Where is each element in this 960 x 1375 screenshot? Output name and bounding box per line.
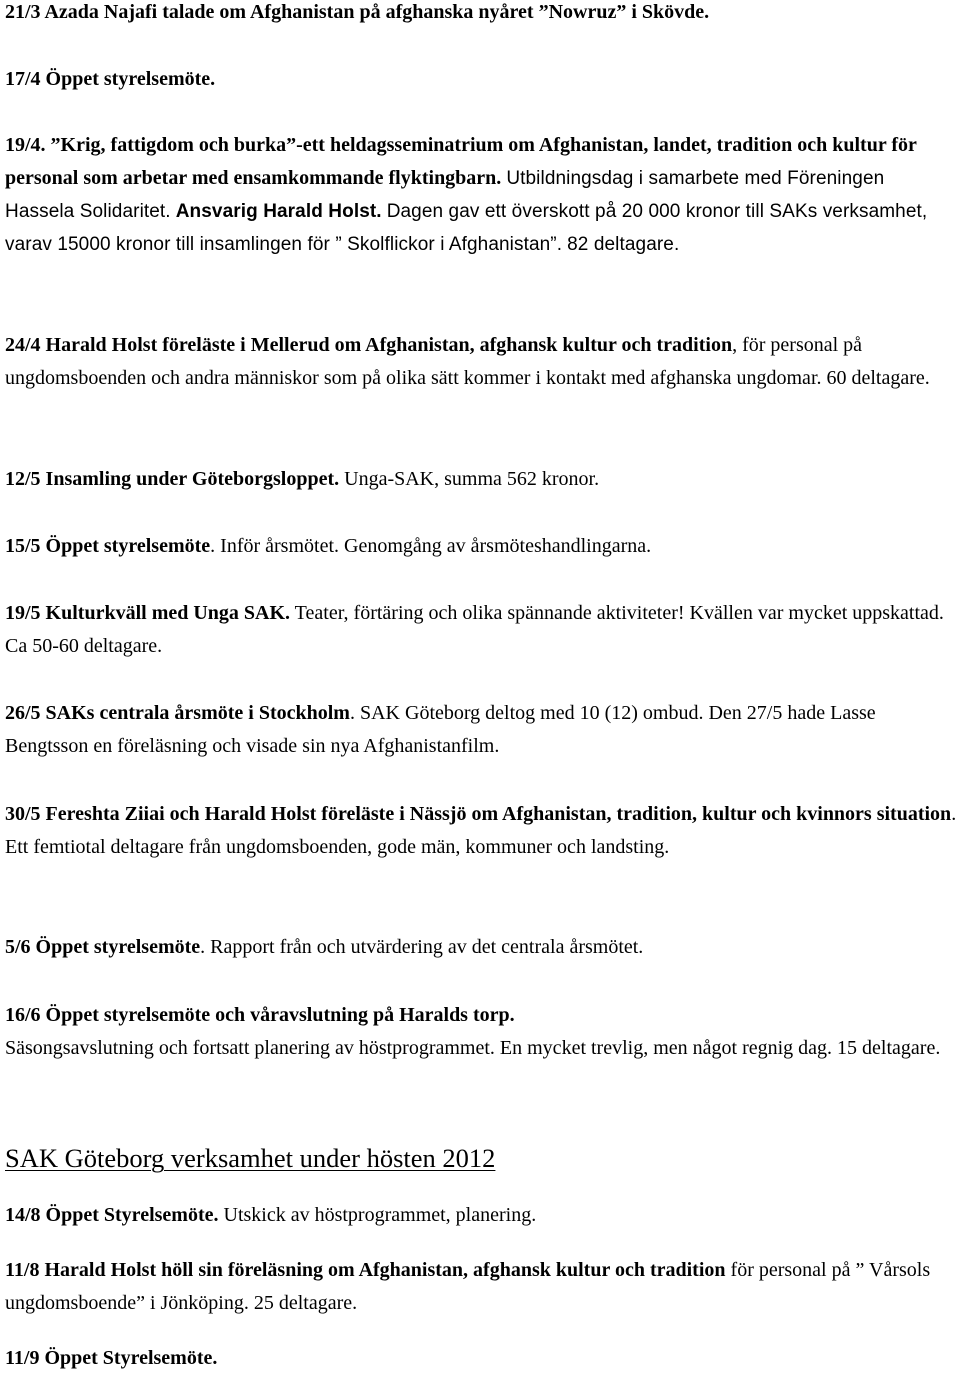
entry-5-6-title: 5/6 Öppet styrelsemöte xyxy=(5,936,201,958)
entry-24-4-text: , för personal på ungdomsboenden och andra människor som på olika sätt kommer i kontakt med afghanska ungdomar. 60 deltagare. xyxy=(5,334,930,389)
entry-16-6-text: Säsongsavslutning och fortsatt planering av höstprogrammet. En mycket trevlig, men något regnig dag. 15 deltagare. xyxy=(5,1037,941,1059)
entry-11-8-title: 11/8 Harald Holst höll sin föreläsning om Afghanistan, afghansk kultur och tradition xyxy=(5,1259,726,1281)
entry-11-9-title: 11/9 Öppet Styrelsemöte. xyxy=(5,1347,218,1369)
section-heading-autumn: SAK Göteborg verksamhet under hösten 2012 xyxy=(5,1143,496,1173)
entry-11-8-text: för personal på ” Vårsols ungdomsboende” i Jönköping. 25 deltagare. xyxy=(5,1259,931,1314)
entry-30-5-title: 30/5 Fereshta Ziiai och Harald Holst föreläste i Nässjö om Afghanistan, tradition, kultur och kvinnors situation xyxy=(5,803,952,825)
entry-5-6-text: . Rapport från och utvärdering av det centrala årsmötet. xyxy=(200,936,644,958)
entry-24-4-title: 24/4 Harald Holst föreläste i Mellerud om Afghanistan, afghansk kultur och tradition xyxy=(5,334,733,356)
entry-15-5-title: 15/5 Öppet styrelsemöte xyxy=(5,535,211,557)
entry-14-8 xyxy=(5,1199,536,1232)
entry-15-5-text: . Inför årsmötet. Genomgång av årsmöteshandlingarna. xyxy=(210,535,652,557)
entry-11-8 xyxy=(5,1254,957,1320)
entry-19-5-title: 19/5 Kulturkväll med Unga SAK. xyxy=(5,602,291,624)
entry-17-4: 17/4 Öppet styrelsemöte. xyxy=(5,68,216,90)
entry-16-6 xyxy=(5,999,940,1065)
entry-19-4-responsible: Ansvarig Harald Holst. xyxy=(175,201,382,222)
entry-14-8-title: 14/8 Öppet Styrelsemöte. xyxy=(5,1204,219,1226)
entry-24-4 xyxy=(5,329,957,395)
entry-19-5-text: Teater, förtäring och olika spännande aktiviteter! Kvällen var mycket uppskattad. Ca 50-60 deltagare. xyxy=(5,602,944,657)
entry-12-5 xyxy=(5,463,599,496)
entry-19-4-title: 19/4. ”Krig, fattigdom och burka”-ett heldagsseminatrium om Afghanistan, landet, tradition och kultur för personal som arbetar med ensamkommande flyktingbarn. xyxy=(5,134,917,189)
entry-19-4-participants: 82 deltagare. xyxy=(567,234,680,255)
entry-19-4 xyxy=(5,129,957,261)
entry-16-6-title: 16/6 Öppet styrelsemöte och våravslutning på Haralds torp. xyxy=(5,1004,515,1026)
entry-30-5 xyxy=(5,798,957,864)
entry-19-5 xyxy=(5,597,957,663)
entry-19-4-result: Dagen gav ett överskott på 20 000 kronor till SAKs verksamhet, varav 15000 kronor till insamlingen för ” Skolflickor i Afghanistan”. xyxy=(5,201,928,255)
entry-11-9 xyxy=(5,1342,217,1375)
entry-15-5 xyxy=(5,530,651,563)
entry-14-8-text: Utskick av höstprogrammet, planering. xyxy=(218,1204,537,1226)
entry-21-3: 21/3 Azada Najafi talade om Afghanistan på afghanska nyåret ”Nowruz” i Skövde. xyxy=(5,1,710,23)
entry-5-6 xyxy=(5,931,643,964)
entry-26-5-title: 26/5 SAKs centrala årsmöte i Stockholm xyxy=(5,702,350,724)
entry-19-4-partner: Utbildningsdag i samarbete med Föreningen Hassela Solidaritet. xyxy=(5,168,885,222)
entry-12-5-title: 12/5 Insamling under Göteborgsloppet. xyxy=(5,468,340,490)
entry-30-5-text: . Ett femtiotal deltagare från ungdomsboenden, gode män, kommuner och landsting. xyxy=(5,803,957,858)
entry-26-5 xyxy=(5,697,957,763)
entry-12-5-text: Unga-SAK, summa 562 kronor. xyxy=(339,468,600,490)
entry-26-5-text: . SAK Göteborg deltog med 10 (12) ombud. Den 27/5 hade Lasse Bengtsson en föreläsning och visade sin nya Afghanistanfilm. xyxy=(5,702,876,757)
